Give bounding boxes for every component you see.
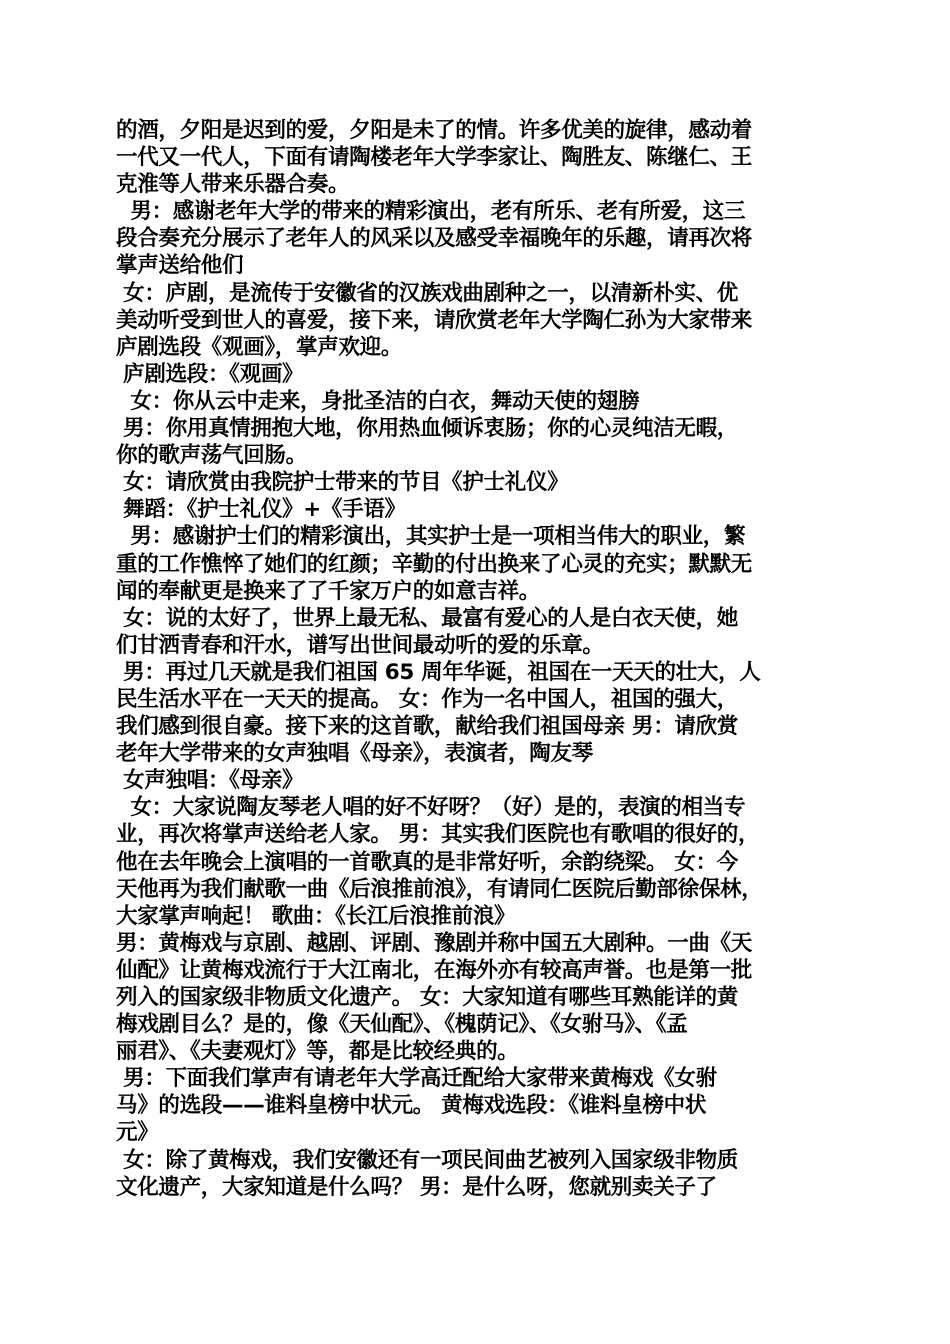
text-line: 女声独唱：《母亲》 (116, 768, 304, 794)
text-line: 一代又一代人，下面有请陶楼老年大学李家让、陶胜友、陈继仁、王 (116, 145, 753, 171)
text-line: 段合奏充分展示了老年人的风采以及感受幸福晚年的乐趣，请再次将 (116, 226, 753, 252)
text-line: 舞蹈：《护士礼仪》+《手语》 (116, 497, 406, 523)
text-line: 马》的选段——谁料皇榜中状元。 黄梅戏选段：《谁料皇榜中状 (116, 1093, 707, 1119)
text-line: 文化遗产，大家知道是什么吗？ 男：是什么呀，您就别卖关子了 (116, 1174, 717, 1200)
text-line: 男：黄梅戏与京剧、越剧、评剧、豫剧并称中国五大剧种。一曲《天 (116, 930, 753, 956)
text-line: 女：你从云中走来，身批圣洁的白衣，舞动天使的翅膀 (116, 388, 640, 414)
text-line: 男：你用真情拥抱大地，你用热血倾诉衷肠；你的心灵纯洁无暇， (116, 416, 738, 442)
text-line: 庐剧选段《观画》，掌声欢迎。 (116, 334, 403, 360)
text-line: 重的工作憔悴了她们的红颜；辛勤的付出换来了心灵的充实；默默无 (116, 551, 753, 577)
text-line: 的酒，夕阳是迟到的爱，夕阳是未了的情。许多优美的旋律，感动着 (116, 118, 753, 143)
text-line: 克淮等人带来乐器合奏。 (116, 172, 350, 198)
text-line: 女：说的太好了，世界上最无私、最富有爱心的人是白衣天使，她 (116, 605, 738, 631)
text-line: 掌声送给他们 (116, 253, 244, 279)
text-line: 女：大家说陶友琴老人唱的好不好呀？（好）是的，表演的相当专 (116, 795, 746, 821)
text-line: 我们感到很自豪。接下来的这首歌，献给我们祖国母亲 男：请欣赏 (116, 714, 738, 740)
text-line: 梅戏剧目么？是的，像《天仙配》、《槐荫记》、《女驸马》、《孟 (116, 1012, 688, 1038)
text-line: 闻的奉献更是换来了了千家万户的如意吉祥。 (116, 578, 541, 604)
text-line: 他在去年晚会上演唱的一首歌真的是非常好听，余韵绕梁。 女：今 (116, 849, 738, 875)
text-line: 你的歌声荡气回肠。 (116, 443, 307, 469)
text-line: 女：请欣赏由我院护士带来的节目《护士礼仪》 (116, 470, 569, 496)
text-line: 仙配》让黄梅戏流行于大江南北，在海外亦有较高声誉。也是第一批 (116, 957, 753, 983)
text-line: 列入的国家级非物质文化遗产。 女：大家知道有哪些耳熟能详的黄 (116, 985, 738, 1010)
text-line: 美动听受到世人的喜爱，接下来，请欣赏老年大学陶仁孙为大家带来 (116, 307, 753, 333)
text-line: 元》 (116, 1120, 159, 1146)
text-line: 民生活水平在一天天的提高。 女：作为一名中国人，祖国的强大， (116, 686, 738, 712)
script-text-body (116, 117, 846, 1201)
text-line: 女：庐剧，是流传于安徽省的汉族戏曲剧种之一，以清新朴实、优 (116, 280, 738, 306)
text-line: 业，再次将掌声送给老人家。 男：其实我们医院也有歌唱的很好的， (116, 822, 760, 848)
text-line: 男：再过几天就是我们祖国 65 周年华诞，祖国在一天天的壮大，人 (116, 659, 761, 685)
text-line: 男：感谢老年大学的带来的精彩演出，老有所乐、老有所爱，这三 (116, 199, 746, 225)
text-line: 大家掌声响起！ 歌曲：《长江后浪推前浪》 (116, 903, 516, 929)
text-line: 天他再为我们献歌一曲《后浪推前浪》，有请同仁医院后勤部徐保林， (116, 876, 763, 902)
text-line: 男：感谢护士们的精彩演出，其实护士是一项相当伟大的职业，繁 (116, 524, 746, 550)
text-line: 庐剧选段：《观画》 (116, 361, 304, 387)
text-line: 女：除了黄梅戏，我们安徽还有一项民间曲艺被列入国家级非物质 (116, 1147, 738, 1173)
text-line: 老年大学带来的女声独唱《母亲》，表演者，陶友琴 (116, 741, 593, 767)
text-line: 男：下面我们掌声有请老年大学高迁配给大家带来黄梅戏《女驸 (116, 1066, 717, 1092)
text-line: 丽君》、《夫妻观灯》等，都是比较经典的。 (116, 1039, 519, 1065)
text-line: 们甘洒青春和汗水，谱写出世间最动听的爱的乐章。 (116, 632, 604, 658)
